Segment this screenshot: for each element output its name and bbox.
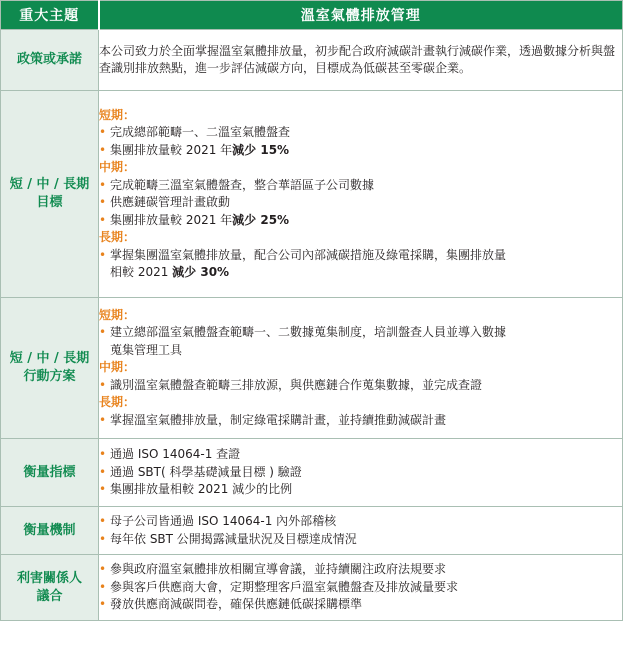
header-row	[1, 1, 623, 30]
row-goals	[1, 91, 623, 298]
bullet-icon: •	[99, 325, 107, 340]
bullet-icon: •	[99, 464, 107, 479]
goals-mid-item: • 完成範疇三溫室氣體盤查，整合華語區子公司數據	[99, 177, 622, 195]
row-policy	[1, 30, 623, 91]
header-topic: 重大主題	[1, 1, 99, 30]
content-plan	[99, 298, 623, 439]
bullet-icon: •	[99, 177, 107, 192]
bullet-icon: •	[99, 562, 107, 577]
plan-mid-label: 中期：	[99, 360, 136, 375]
row-metrics	[1, 439, 623, 507]
bullet-icon: •	[99, 195, 107, 209]
bullet-icon: •	[99, 514, 107, 528]
row-mechanism	[1, 507, 623, 555]
bullet-icon: •	[99, 447, 107, 462]
goals-long-target: • 掌握集團溫室氣體排放量，配合公司內部減碳措施及綠電採購，集團排放量 相較 2021 減少 30%	[99, 247, 507, 279]
goals-short-item: • 完成總部範疇一、二溫室氣體盤查	[99, 124, 622, 142]
bullet-icon: •	[99, 125, 107, 139]
mechanism-item: • 母子公司皆通過 ISO 14064-1 內外部稽核	[99, 513, 622, 531]
goals-mid-label: 中期：	[99, 160, 136, 174]
bullet-icon: •	[99, 142, 107, 157]
bullet-icon: •	[99, 482, 107, 497]
metrics-item: • 集團排放量相較 2021 減少的比例	[99, 481, 622, 499]
topic-stakeholder-line2: 議合	[36, 588, 63, 604]
row-stakeholder	[1, 555, 623, 621]
stakeholder-item: • 參與客戶供應商大會，定期整理客戶溫室氣體盤查及排放減量要求	[99, 579, 622, 597]
row-plan	[1, 298, 623, 439]
topic-goals-line1: 短 / 中 / 長期	[9, 177, 90, 192]
goals-mid-item: • 供應鏈碳管理計畫啟動	[99, 194, 622, 212]
bullet-icon: •	[99, 531, 107, 546]
bullet-icon: •	[99, 579, 107, 594]
stakeholder-item: • 參與政府溫室氣體排放相關宣導會議，並持續關注政府法規要求	[99, 561, 622, 579]
topic-plan-line1: 短 / 中 / 長期	[9, 351, 90, 366]
content-stakeholder	[99, 555, 623, 621]
topic-mechanism: 衡量機制	[1, 507, 99, 555]
goals-long-label: 長期：	[99, 230, 136, 244]
plan-long-label: 長期：	[99, 395, 136, 410]
topic-metrics: 衡量指標	[1, 439, 99, 507]
plan-mid-item: • 識別溫室氣體盤查範疇三排放源，與供應鏈合作蒐集數據，並完成查證	[99, 377, 622, 395]
bullet-icon: •	[99, 597, 107, 612]
content-goals	[99, 91, 623, 298]
header-title: 溫室氣體排放管理	[99, 1, 623, 30]
stakeholder-item: • 發放供應商減碳問卷，確保供應鏈低碳採購標準	[99, 596, 622, 614]
topic-goals	[1, 91, 99, 298]
content-policy	[99, 30, 623, 91]
bullet-icon: •	[99, 212, 107, 227]
plan-short-item: • 建立總部溫室氣體盤查範疇一、二數據蒐集制度，培訓盤查人員並導入數據 蒐集管理工具	[99, 325, 507, 357]
topic-policy: 政策或承諾	[1, 30, 99, 91]
topic-plan	[1, 298, 99, 439]
policy-text: 本公司致力於全面掌握溫室氣體排放量，初步配合政府減碳計畫執行減碳作業，透過數據分析與盤查識別排放熱點，進一步評估減碳方向，目標成為低碳甚至零碳企業。	[99, 43, 616, 75]
bullet-icon: •	[99, 377, 107, 392]
bullet-icon: •	[99, 412, 107, 427]
mechanism-item: • 每年依 SBT 公開揭露減量狀況及目標達成情況	[99, 531, 622, 549]
plan-long-item: • 掌握溫室氣體排放量，制定綠電採購計畫，並持續推動減碳計畫	[99, 412, 622, 430]
goals-short-label: 短期：	[99, 107, 136, 122]
bullet-icon: •	[99, 247, 107, 262]
goals-short-target: • 集團排放量較 2021 年減少 15%	[99, 142, 622, 160]
topic-stakeholder-line1: 利害關係人	[16, 570, 82, 586]
content-mechanism	[99, 507, 623, 555]
content-metrics	[99, 439, 623, 507]
metrics-item: • 通過 SBT( 科學基礎減量目標 ) 驗證	[99, 464, 622, 482]
topic-plan-line2: 行動方案	[23, 369, 76, 384]
metrics-item: • 通過 ISO 14064-1 查證	[99, 446, 622, 464]
topic-goals-line2: 目標	[36, 195, 63, 210]
goals-mid-target: • 集團排放量較 2021 年減少 25%	[99, 212, 622, 230]
plan-short-label: 短期：	[99, 307, 136, 322]
topic-stakeholder	[1, 555, 99, 621]
